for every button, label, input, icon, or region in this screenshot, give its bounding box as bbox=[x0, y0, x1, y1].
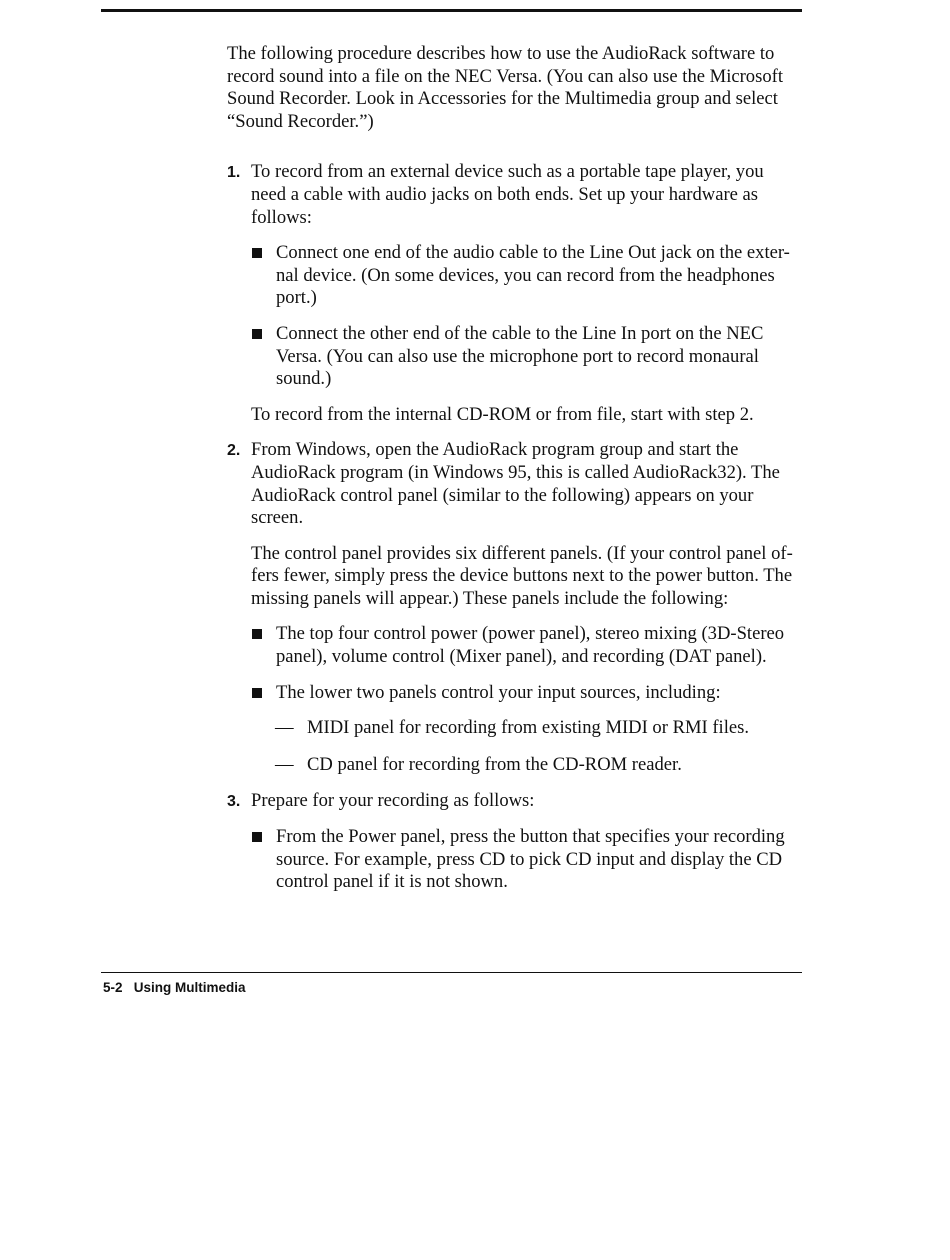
square-bullet-icon bbox=[252, 329, 262, 339]
step-text: To record from an external device such as a portable tape player, you need a cable with audio jacks on both ends. Set up your hardware as follows: bbox=[251, 161, 764, 228]
square-bullet-icon bbox=[252, 832, 262, 842]
bullet-text: The lower two panels control your input sources, including: bbox=[276, 681, 721, 703]
step-number: 1. bbox=[227, 164, 241, 182]
dash-item bbox=[251, 717, 799, 740]
bullet-text: Connect the other end of the cable to the Line In port on the NEC Versa. (You can also use the microphone port to record monaural sound.) bbox=[276, 322, 764, 390]
square-bullet-icon bbox=[252, 688, 262, 698]
dash-item bbox=[251, 754, 799, 777]
page-number: 5-2 bbox=[103, 980, 123, 995]
intro-paragraph: The following procedure describes how to use the AudioRack software to record sound into a file on the NEC Versa. (You can also use the Microsoft Sound Recorder. Look in Accessories for the Multimedia group and select “Sound Recorder.”) bbox=[227, 43, 783, 132]
step-2 bbox=[227, 439, 799, 776]
em-dash-icon: — bbox=[275, 753, 294, 775]
step-number: 3. bbox=[227, 793, 241, 811]
em-dash-icon: — bbox=[275, 717, 294, 739]
step-3 bbox=[227, 790, 799, 893]
bullet-item bbox=[251, 623, 799, 668]
square-bullet-icon bbox=[252, 629, 262, 639]
bullet-text: From the Power panel, press the button that specifies your recording source. For example, press CD to pick CD input and display the CD control panel if it is not shown. bbox=[276, 826, 785, 893]
step-paragraph: The control panel provides six different panels. (If your control panel of-fers fewer, simply press the device buttons next to the power button. The missing panels will appear.) These panels include the following: bbox=[251, 542, 793, 609]
bullet-item bbox=[251, 826, 799, 894]
bullet-item bbox=[251, 682, 799, 705]
page-footer bbox=[103, 980, 246, 995]
step-1 bbox=[227, 161, 799, 426]
step-text: Prepare for your recording as follows: bbox=[251, 790, 535, 812]
bullet-item bbox=[251, 323, 799, 391]
page-body bbox=[227, 43, 799, 907]
bullet-text: Connect one end of the audio cable to the Line Out jack on the exter-nal device. (On some devices, you can record from the headphones port.) bbox=[276, 242, 790, 309]
footer-rule bbox=[101, 972, 802, 973]
dash-text: CD panel for recording from the CD-ROM reader. bbox=[307, 753, 682, 775]
step-note: To record from the internal CD-ROM or from file, start with step 2. bbox=[251, 403, 754, 425]
bullet-text: The top four control power (power panel), stereo mixing (3D-Stereo panel), volume control (Mixer panel), and recording (DAT panel). bbox=[276, 623, 785, 668]
step-number: 2. bbox=[227, 442, 241, 460]
section-title: Using Multimedia bbox=[133, 980, 246, 995]
bullet-item bbox=[251, 242, 799, 310]
square-bullet-icon bbox=[252, 248, 262, 258]
header-rule bbox=[101, 9, 802, 12]
dash-text: MIDI panel for recording from existing MIDI or RMI files. bbox=[307, 717, 750, 739]
step-text: From Windows, open the AudioRack program group and start the AudioRack program (in Windows 95, this is called AudioRack32). The AudioRack control panel (similar to the following) appears on your screen. bbox=[251, 439, 780, 529]
